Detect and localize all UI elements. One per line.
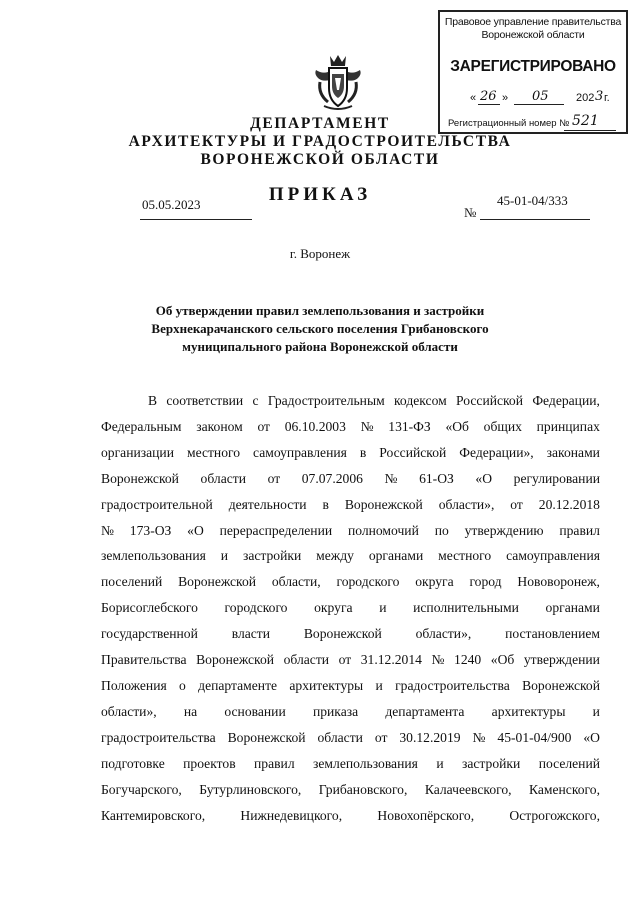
body-line: В соответствии с Градостроительным кодексом Российской Федерации, [148,393,600,408]
stamp-reg-number: 521 [572,113,599,129]
order-title-line1: Об утверждении правил землепользования и застройки [155,303,485,318]
stamp-close-quote: » [502,92,509,104]
order-city: г. Воронеж [289,246,351,261]
department-name-line3: ВОРОНЕЖСКОЙ ОБЛАСТИ [200,151,440,168]
body-line: государственной власти Воронежской области», постановлением [101,626,600,642]
body-line: поселений Воронежской области, городского округа город Нововоронеж, [101,574,600,590]
stamp-year-unit: г. [604,92,610,104]
department-name-line1: ДЕПАРТАМЕНТ [250,115,390,132]
stamp-open-quote: « [470,92,477,104]
order-number: 45-01-04/333 [497,193,568,208]
stamp-reg-number-label: Регистрационный номер № [448,118,570,129]
order-number-label: № [464,205,477,220]
order-date-underline [140,219,252,220]
stamp-day: 26 [480,89,497,104]
body-line: Кантемировского, Нижнедевицкого, Новохопёрского, Острогожского, [101,807,600,823]
body-line: Федеральным законом от 06.10.2003 № 131-ФЗ «Об общих принципах [101,418,600,434]
stamp-org-line2: Воронежской области [481,29,585,41]
stamp-year-suffix: 3 [595,89,604,104]
stamp-organization [440,16,626,42]
stamp-month: 05 [532,89,549,104]
stamp-org-line1: Правовое управление правительства [444,16,622,28]
order-title [0,302,640,356]
body-line: Борисоглебского городского округа и исполнительными органами [101,600,600,616]
body-line: градостроительной деятельности в Воронежской области», от 20.12.2018 [101,496,600,512]
body-line: Правительства Воронежской области от 31.12.2014 № 1240 «Об утверждении [101,652,600,668]
order-number-underline [480,219,590,220]
stamp-year-prefix: 202 [576,92,595,104]
order-title-line3: муниципального района Воронежской области [182,339,458,354]
body-line: Воронежской области от 07.07.2006 № 61-ОЗ «О регулировании [101,470,600,486]
coat-of-arms-emblem [308,52,368,112]
body-line: Богучарского, Бутурлиновского, Грибановского, Калачеевского, Каменского, [101,781,600,797]
body-line: области», на основании приказа департамента архитектуры и [101,703,600,719]
order-type-heading: ПРИКАЗ [268,184,372,205]
body-line: градостроительства Воронежской области от 30.12.2019 № 45-01-04/900 «О [101,729,600,745]
body-line: организации местного самоуправления в Российской Федерации», законами [101,444,600,460]
stamp-status: ЗАРЕГИСТРИРОВАНО [450,58,616,75]
body-line: № 173-ОЗ «О перераспределении полномочий по утверждению правил [101,522,600,538]
order-date: 05.05.2023 [142,197,201,212]
department-name-line2: АРХИТЕКТУРЫ И ГРАДОСТРОИТЕЛЬСТВА [128,133,512,150]
order-title-line2: Верхнекарачанского сельского поселения Грибановского [151,321,489,336]
body-line: землепользования и застройки между органами местного самоуправления [101,548,600,564]
order-body-paragraph [101,388,600,828]
body-line: Положения о департаменте архитектуры и градостроительства Воронежской [101,677,600,693]
body-line: подготовке проектов правил землепользования и застройки поселений [101,755,600,771]
